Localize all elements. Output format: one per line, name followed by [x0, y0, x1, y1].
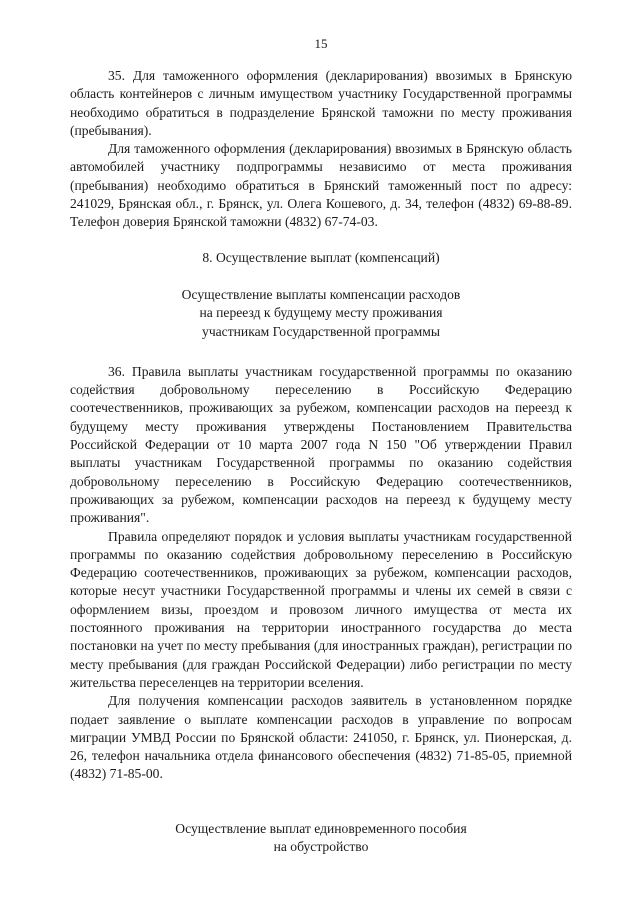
subsection-title-line: на переезд к будущему месту проживания — [199, 305, 443, 321]
paragraph-application: Для получения компенсации расходов заявитель в установленном порядке подает заявление о выплате компенсации расходов в управление по вопросам миграции УМВД России по Брянской области: 241050, г. Брянск, ул. Пионерская, д. 26, телефон начальника отдела финансового обеспечения (4832) 71-85-05, приемной (4832) 71-85-00. — [70, 693, 572, 782]
bottom-title-line: Осуществление выплат единовременного пособия — [175, 820, 467, 836]
subsection-title — [70, 286, 572, 341]
paragraph-36: 36. Правила выплаты участникам государственной программы по оказанию содействия добровольному переселению в Российскую Федерацию соотечественников, проживающих за рубежом, компенсации расходов на переезд к будущему месту проживания утверждены Постановлением Правительства Российской Федерации от 10 марта 2007 года N 150 "Об утверждении Правил выплаты участникам Государственной программы по оказанию содействия добровольному переселению в Российскую Федерацию соотечественников, проживающих за рубежом, компенсации расходов на переезд к будущему месту проживания". — [70, 363, 572, 526]
paragraph-rules: Правила определяют порядок и условия выплаты участникам государственной программы по оказанию содействия добровольному переселению в Российскую Федерацию соотечественников, проживающих за рубежом, компенсации расходов, которые несут участники Государственной программы и члены их семей в связи с оформлением визы, проездом и провозом личного имущества от места их постоянного проживания на территории иностранного государства до места постановки на учет по месту пребывания (для иностранных граждан), регистрации по месту пребывания (для граждан Российской Федерации) либо регистрации по месту жительства переселенцев на территории вселения. — [70, 528, 572, 690]
page-number: 15 — [314, 36, 328, 51]
paragraph-35: 35. Для таможенного оформления (декларирования) ввозимых в Брянскую область контейнеров с личным имуществом участнику Государственной программы необходимо обратиться в подразделение Брянской таможни по месту проживания (пребывания). — [70, 68, 572, 138]
bottom-subsection-title — [70, 820, 572, 857]
subsection-title-line: Осуществление выплаты компенсации расходов — [181, 286, 461, 302]
paragraph-customs-cars: Для таможенного оформления (декларирования) ввозимых в Брянскую область автомобилей участнику подпрограммы независимо от места проживания (пребывания) необходимо обратиться в Брянский таможенный пост по адресу: 241029, Брянская обл., г. Брянск, ул. Олега Кошевого, д. 34, телефон (4832) 69-88-89. Телефон доверия Брянской таможни (4832) 67-74-03. — [70, 141, 572, 230]
subsection-title-line: участникам Государственной программы — [202, 323, 440, 339]
section-title: 8. Осуществление выплат (компенсаций) — [202, 249, 440, 265]
bottom-title-line: на обустройство — [273, 838, 369, 854]
